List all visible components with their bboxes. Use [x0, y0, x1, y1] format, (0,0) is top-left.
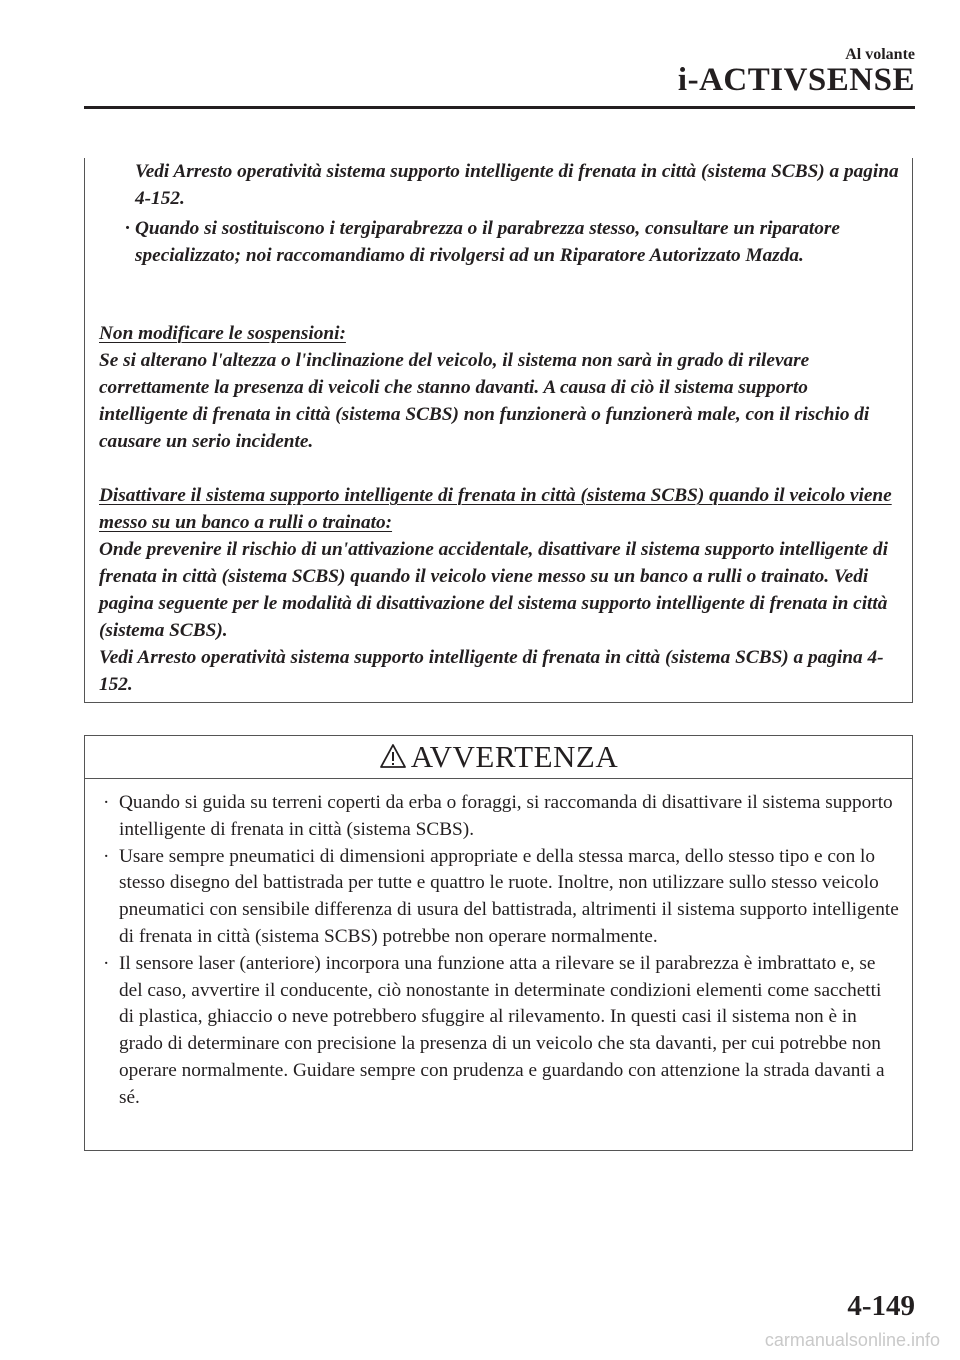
suspension-section [99, 320, 899, 455]
bullet-dot: · [103, 792, 110, 813]
bullet-item [113, 215, 903, 269]
warning-item [99, 844, 899, 951]
warning-item-text: Il sensore laser (anteriore) incorpora una funzione atta a rilevare se il parabrezza è imbrattato e, se del caso, avvertire il conducente, ciò nonostante in determinate condizioni elementi come sacchetti di plastica, ghiaccio o neve potrebbero sfuggire al rilevamento. In questi casi il sistema non è in grado di determinare con precisione la presenza di un veicolo che sta davanti, per cui potrebbe non operare normalmente. Guidare sempre con prudenza e guardando con attenzione la strada davanti a sé. [119, 952, 885, 1108]
header-rule [84, 106, 915, 109]
warning-triangle-icon [379, 743, 407, 769]
suspension-body: Se si alterano l'altezza o l'inclinazione del veicolo, il sistema non sarà in grado di rilevare correttamente la presenza di veicoli che stanno davanti. A causa di ciò il sistema supporto intelligente di frenata in città (sistema SCBS) non funzionerà o funzionerà male, con il rischio di causare un serio incidente. [99, 350, 870, 452]
deactivate-section [99, 482, 899, 698]
header-title: i-ACTIVSENSE [677, 62, 915, 98]
caution-continuation-box [84, 158, 913, 703]
header-section-label: Al volante [845, 46, 915, 63]
warning-item [99, 951, 899, 1112]
deactivate-body: Onde prevenire il rischio di un'attivazione accidentale, disattivare il sistema supporto intelligente di frenata in città (sistema SCBS) quando il veicolo viene messo su un banco a rulli o trainato. Vedi pagina seguente per le modalità di disattivazione del sistema supporto intelligente di frenata in città (sistema SCBS). [99, 539, 888, 641]
warning-list [99, 790, 899, 1112]
warning-header [85, 736, 912, 779]
bullet-dot: · [103, 952, 110, 974]
continuation-text: Vedi Arresto operatività sistema supporto intelligente di frenata in città (sistema SCBS) a pagina 4-152. [135, 161, 899, 209]
suspension-heading: Non modificare le sospensioni: [99, 323, 346, 344]
warning-item-text: Usare sempre pneumatici di dimensioni appropriate e della stessa marca, dello stesso tipo e con lo stesso disegno del battistrada per tutte e quattro le ruote. Inoltre, non utilizzare sullo stesso veicolo pneumatici con sensibile differenza di usura del battistrada, altrimenti il sistema supporto intelligente di frenata in città (sistema SCBS) potrebbe non operare normalmente. [119, 845, 899, 947]
warning-item [99, 790, 899, 844]
warning-box [84, 735, 913, 1151]
deactivate-heading: Disattivare il sistema supporto intelligente di frenata in città (sistema SCBS) quando il veicolo viene messo su un banco a rulli o trainato: [99, 485, 892, 533]
bullet-dot: · [125, 218, 130, 239]
page-number: 4-149 [847, 1290, 915, 1322]
watermark-text: carmanualsonline.info [764, 1330, 940, 1350]
bullet-text: Quando si sostituiscono i tergiparabrezza o il parabrezza stesso, consultare un riparatore specializzato; noi raccomandiamo di rivolgersi ad un Riparatore Autorizzato Mazda. [135, 218, 840, 266]
warning-item-text: Quando si guida su terreni coperti da erba o foraggi, si raccomanda di disattivare il sistema supporto intelligente di frenata in città (sistema SCBS). [119, 792, 893, 840]
warning-title: AVVERTENZA [410, 738, 619, 774]
bullet-dot: · [103, 845, 110, 867]
deactivate-reference: Vedi Arresto operatività sistema supporto intelligente di frenata in città (sistema SCBS) a pagina 4-152. [99, 647, 884, 695]
